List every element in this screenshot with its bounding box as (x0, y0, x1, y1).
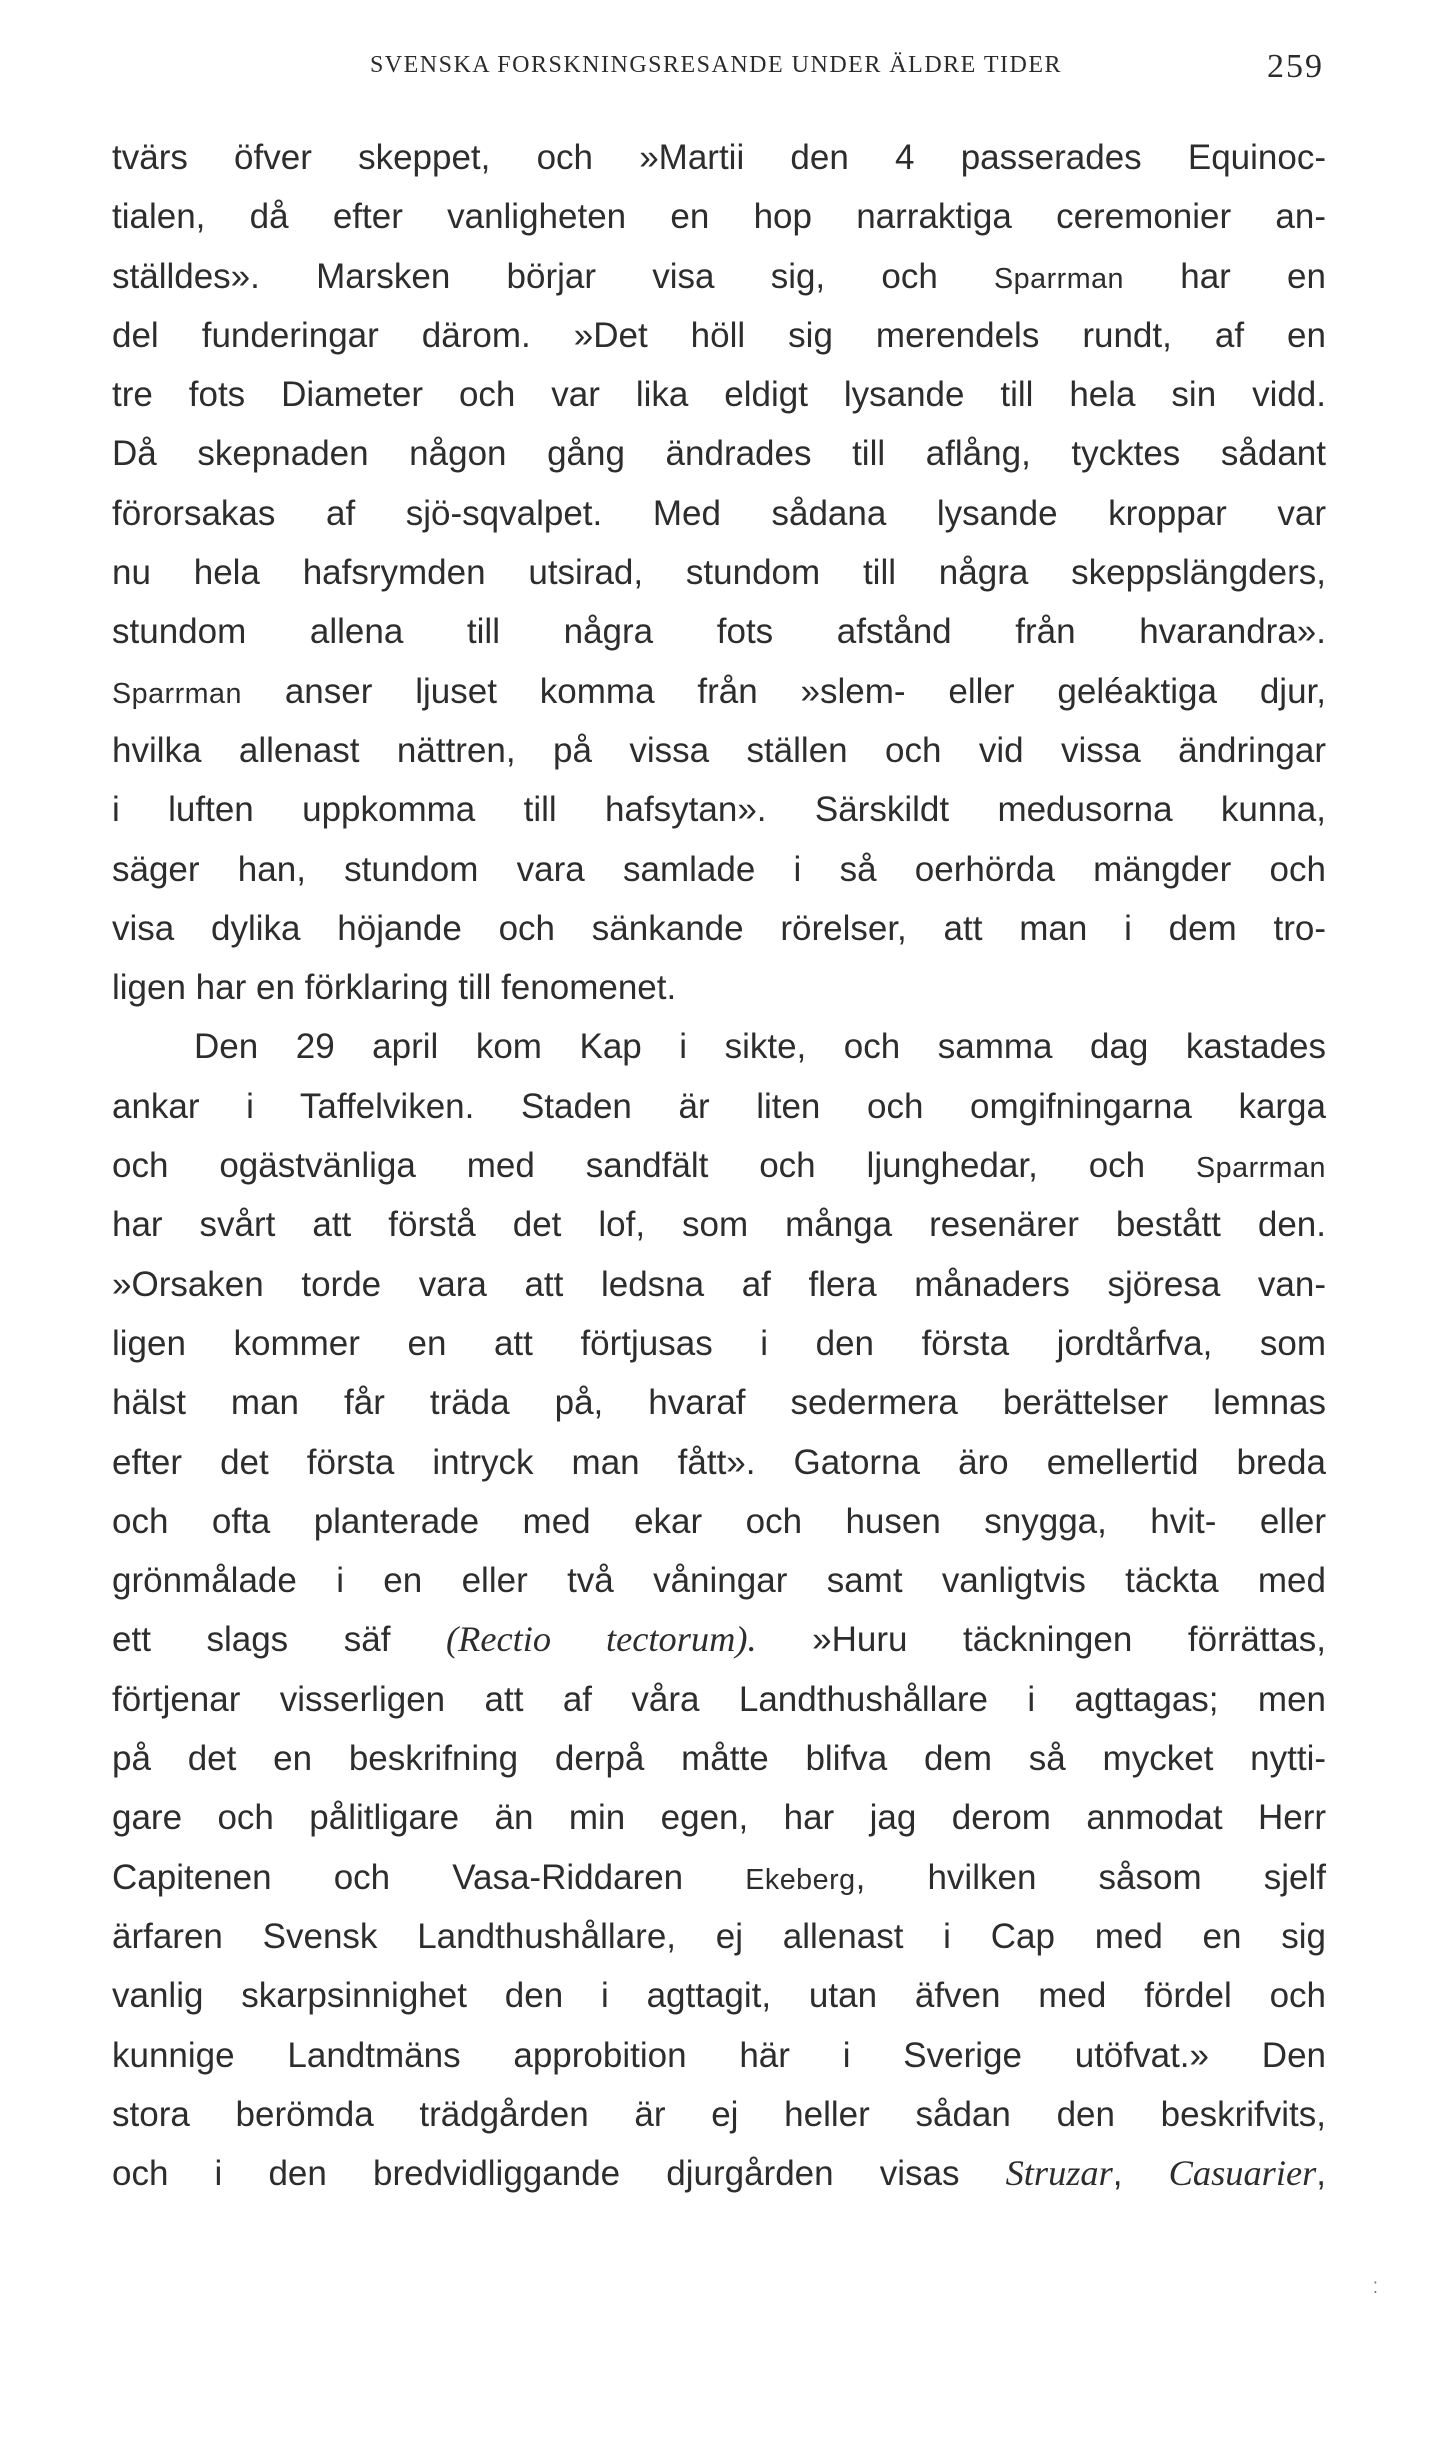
text-line: säger han, stundom vara samlade i så oerhörda mängder och (112, 849, 1326, 889)
italic-animal-name: Struzar (1005, 2153, 1113, 2194)
text-line: ställdes». Marsken börjar visa sig, och Sparrman har en (112, 256, 1326, 296)
text-line: och ofta planterade med ekar och husen snygga, hvit- eller (112, 1501, 1326, 1541)
text-line: förorsakas af sjö-sqvalpet. Med sådana lysande kroppar var (112, 493, 1326, 533)
text-line: ärfaren Svensk Landthushållare, ej allenast i Cap med en sig (112, 1916, 1326, 1956)
text-line: och ogästvänliga med sandfält och ljunghedar, och Sparrman (112, 1146, 1326, 1186)
small-caps-name: Sparrman (1196, 1152, 1326, 1185)
text-line: hälst man får träda på, hvaraf sedermera berättelser lemnas (112, 1383, 1326, 1423)
text-line: på det en beskrifning derpå måtte blifva dem så mycket nytti- (112, 1739, 1326, 1779)
text-line: i luften uppkomma till hafsytan». Särskildt medusorna kunna, (112, 790, 1326, 830)
paragraph-start-line: Den 29 april kom Kap i sikte, och samma dag kastades (194, 1027, 1326, 1067)
small-caps-name: Ekeberg (745, 1863, 856, 1896)
text-line: stundom allena till några fots afstånd från hvarandra». (112, 612, 1326, 652)
text-line: ligen kommer en att förtjusas i den första jordtårfva, som (112, 1323, 1326, 1363)
text-line: »Orsaken torde vara att ledsna af flera månaders sjöresa van- (112, 1264, 1326, 1304)
text-line: Sparrman anser ljuset komma från »slem- eller geléaktiga djur, (112, 671, 1326, 711)
small-caps-name: Sparrman (994, 262, 1125, 295)
text-line: efter det första intryck man fått». Gatorna äro emellertid breda (112, 1442, 1326, 1482)
text-line: Då skepnaden någon gång ändrades till aflång, tycktes sådant (112, 434, 1326, 474)
text-line: tialen, då efter vanligheten en hop narraktiga ceremonier an- (112, 197, 1326, 237)
italic-animal-name: Casuarier (1168, 2153, 1317, 2194)
text-line: och i den bredvidliggande djurgården visas Struzar, Casuarier, (112, 2153, 1326, 2194)
text-line: kunnige Landtmäns approbition här i Sverige utöfvat.» Den (112, 2035, 1326, 2075)
text-line: tre fots Diameter och var lika eldigt lysande till hela sin vidd. (112, 375, 1326, 415)
body-text (112, 128, 1326, 2203)
paragraph-end-line: ligen har en förklaring till fenomenet. (112, 968, 677, 1008)
text-line: förtjenar visserligen att af våra Landthushållare i agttagas; men (112, 1679, 1326, 1719)
text-line: nu hela hafsrymden utsirad, stundom till några skeppslängders, (112, 553, 1326, 593)
text-line: hvilka allenast nättren, på vissa ställen och vid vissa ändringar (112, 730, 1326, 770)
text-line: ankar i Taffelviken. Staden är liten och omgifningarna karga (112, 1086, 1326, 1126)
running-header (112, 48, 1324, 92)
text-line: ett slags säf (Rectio tectorum). »Huru täckningen förrättas, (112, 1619, 1326, 1660)
running-title: SVENSKA FORSKNINGSRESANDE UNDER ÄLDRE TIDER (369, 52, 1063, 78)
page-number: 259 (1267, 48, 1324, 85)
text-line: har svårt att förstå det lof, som många resenärer bestått den. (112, 1205, 1326, 1245)
margin-speck: ⁚ (1372, 2280, 1378, 2297)
text-line: grönmålade i en eller två våningar samt vanligtvis täckta med (112, 1561, 1326, 1601)
text-line: vanlig skarpsinnighet den i agttagit, utan äfven med fördel och (112, 1976, 1326, 2016)
text-line: del funderingar därom. »Det höll sig merendels rundt, af en (112, 315, 1326, 355)
text-line: tvärs öfver skeppet, och »Martii den 4 passerades Equinoc- (112, 138, 1326, 177)
text-line: Capitenen och Vasa-Riddaren Ekeberg, hvilken såsom sjelf (112, 1857, 1326, 1897)
text-line: stora berömda trädgården är ej heller sådan den beskrifvits, (112, 2094, 1326, 2134)
text-line: visa dylika höjande och sänkande rörelser, att man i dem tro- (112, 908, 1326, 948)
small-caps-name: Sparrman (112, 677, 242, 710)
text-line: gare och pålitligare än min egen, har jag derom anmodat Herr (112, 1798, 1326, 1838)
latin-term: (Rectio tectorum). (446, 1619, 757, 1660)
